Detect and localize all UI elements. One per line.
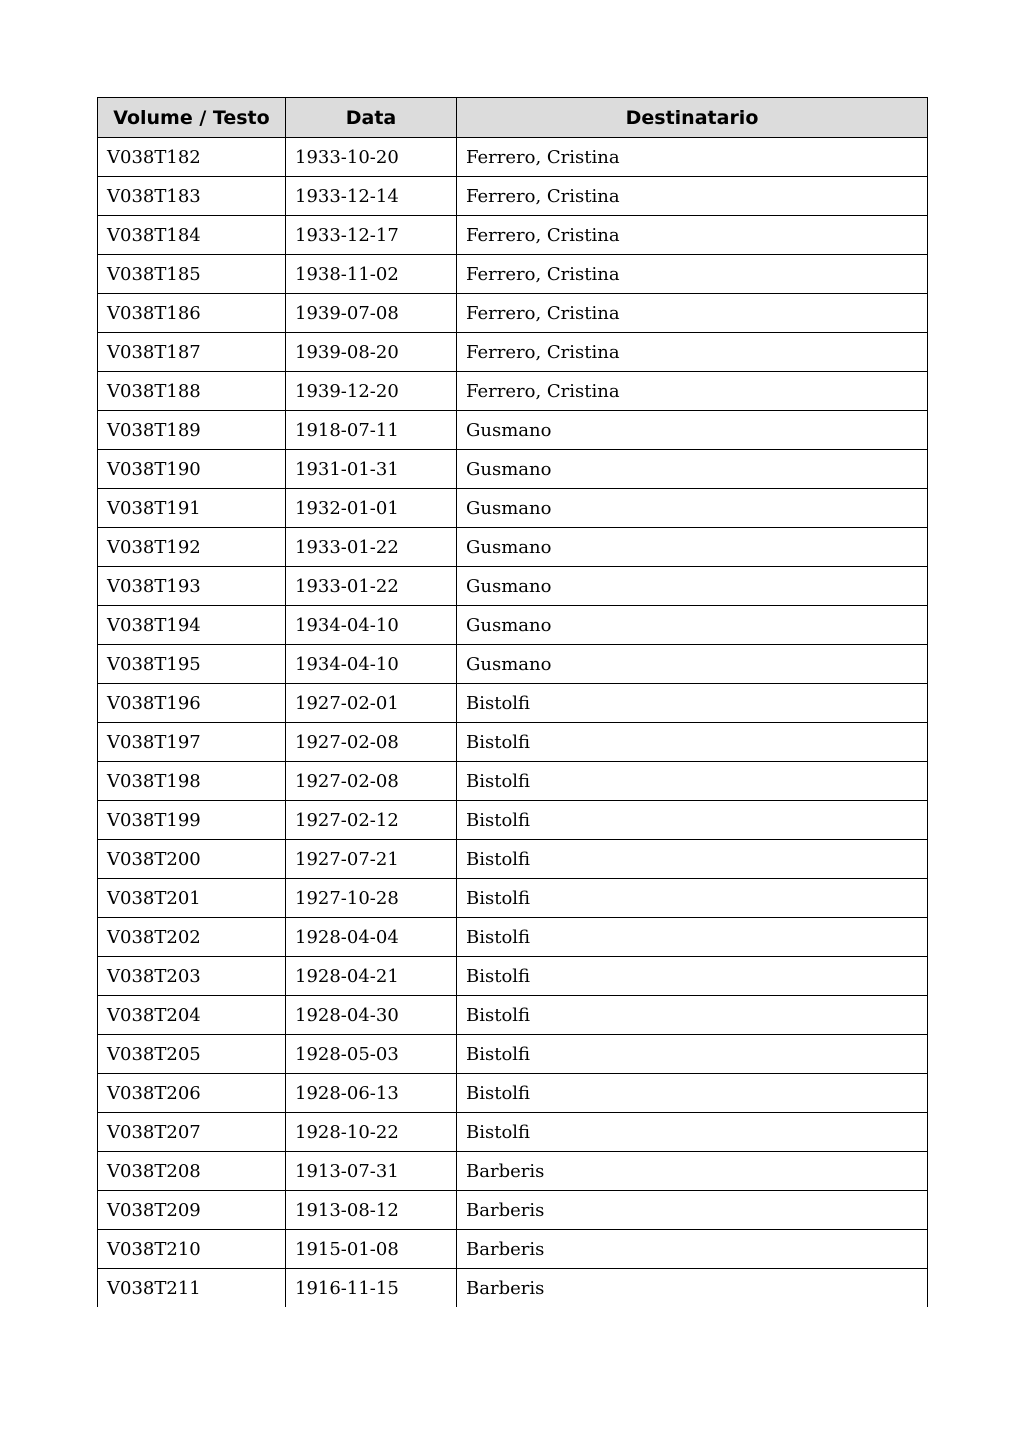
table-row [98,372,928,411]
cell-data: 1939-08-20 [286,333,457,372]
cell-destinatario: Bistolfi [457,684,928,723]
cell-volume-testo: V038T192 [98,528,286,567]
cell-destinatario: Bistolfi [457,1035,928,1074]
table-row [98,255,928,294]
table-row [98,645,928,684]
cell-destinatario: Bistolfi [457,801,928,840]
cell-volume-testo: V038T203 [98,957,286,996]
cell-data: 1928-04-04 [286,918,457,957]
cell-volume-testo: V038T194 [98,606,286,645]
table-row [98,762,928,801]
header-row [98,98,928,138]
table-row [98,723,928,762]
cell-volume-testo: V038T210 [98,1230,286,1269]
table-row [98,606,928,645]
cell-destinatario: Ferrero, Cristina [457,138,928,177]
cell-destinatario: Bistolfi [457,723,928,762]
cell-data: 1939-07-08 [286,294,457,333]
cell-volume-testo: V038T184 [98,216,286,255]
cell-data: 1927-02-01 [286,684,457,723]
cell-volume-testo: V038T191 [98,489,286,528]
table-row [98,879,928,918]
cell-data: 1938-11-02 [286,255,457,294]
cell-volume-testo: V038T204 [98,996,286,1035]
cell-volume-testo: V038T209 [98,1191,286,1230]
cell-destinatario: Gusmano [457,489,928,528]
table-row [98,177,928,216]
table-row [98,138,928,177]
table-row [98,567,928,606]
cell-data: 1927-10-28 [286,879,457,918]
cell-destinatario: Gusmano [457,645,928,684]
cell-volume-testo: V038T211 [98,1269,286,1308]
cell-data: 1928-06-13 [286,1074,457,1113]
cell-destinatario: Bistolfi [457,1113,928,1152]
cell-destinatario: Ferrero, Cristina [457,294,928,333]
cell-data: 1933-12-14 [286,177,457,216]
table-row [98,1269,928,1308]
cell-data: 1927-02-08 [286,762,457,801]
table-row [98,450,928,489]
cell-data: 1939-12-20 [286,372,457,411]
cell-destinatario: Ferrero, Cristina [457,372,928,411]
cell-destinatario: Barberis [457,1230,928,1269]
cell-destinatario: Ferrero, Cristina [457,216,928,255]
cell-destinatario: Gusmano [457,411,928,450]
cell-data: 1928-10-22 [286,1113,457,1152]
cell-volume-testo: V038T182 [98,138,286,177]
cell-volume-testo: V038T206 [98,1074,286,1113]
table-row [98,840,928,879]
cell-data: 1933-12-17 [286,216,457,255]
table-row [98,957,928,996]
table-row [98,801,928,840]
cell-data: 1934-04-10 [286,606,457,645]
table-row [98,411,928,450]
cell-data: 1933-10-20 [286,138,457,177]
cell-data: 1915-01-08 [286,1230,457,1269]
table-row [98,1152,928,1191]
table-row [98,684,928,723]
cell-volume-testo: V038T193 [98,567,286,606]
cell-destinatario: Bistolfi [457,918,928,957]
cell-volume-testo: V038T189 [98,411,286,450]
table-row [98,1230,928,1269]
column-header-destinatario: Destinatario [457,98,928,138]
table-row [98,1113,928,1152]
cell-destinatario: Barberis [457,1152,928,1191]
table-row [98,918,928,957]
table-row [98,1035,928,1074]
cell-destinatario: Gusmano [457,567,928,606]
table-header [98,98,928,138]
cell-volume-testo: V038T186 [98,294,286,333]
table-row [98,333,928,372]
cell-volume-testo: V038T187 [98,333,286,372]
table-body [98,138,928,1308]
cell-data: 1913-07-31 [286,1152,457,1191]
cell-destinatario: Bistolfi [457,996,928,1035]
cell-volume-testo: V038T190 [98,450,286,489]
cell-destinatario: Gusmano [457,528,928,567]
cell-volume-testo: V038T205 [98,1035,286,1074]
cell-data: 1932-01-01 [286,489,457,528]
cell-volume-testo: V038T199 [98,801,286,840]
cell-volume-testo: V038T196 [98,684,286,723]
cell-volume-testo: V038T198 [98,762,286,801]
table-row [98,1074,928,1113]
cell-volume-testo: V038T208 [98,1152,286,1191]
cell-destinatario: Ferrero, Cristina [457,177,928,216]
cell-volume-testo: V038T183 [98,177,286,216]
cell-volume-testo: V038T201 [98,879,286,918]
cell-destinatario: Bistolfi [457,957,928,996]
cell-data: 1933-01-22 [286,528,457,567]
cell-destinatario: Ferrero, Cristina [457,255,928,294]
table-row [98,1191,928,1230]
table-row [98,294,928,333]
cell-destinatario: Gusmano [457,450,928,489]
table-row [98,528,928,567]
cell-data: 1927-07-21 [286,840,457,879]
cell-data: 1934-04-10 [286,645,457,684]
column-header-data: Data [286,98,457,138]
column-header-volume-testo: Volume / Testo [98,98,286,138]
cell-data: 1927-02-12 [286,801,457,840]
cell-destinatario: Bistolfi [457,879,928,918]
cell-volume-testo: V038T188 [98,372,286,411]
cell-destinatario: Bistolfi [457,762,928,801]
cell-volume-testo: V038T185 [98,255,286,294]
cell-destinatario: Gusmano [457,606,928,645]
cell-volume-testo: V038T197 [98,723,286,762]
cell-volume-testo: V038T202 [98,918,286,957]
cell-data: 1933-01-22 [286,567,457,606]
cell-volume-testo: V038T207 [98,1113,286,1152]
table-row [98,489,928,528]
table-row [98,996,928,1035]
cell-data: 1916-11-15 [286,1269,457,1308]
table-row [98,216,928,255]
cell-data: 1927-02-08 [286,723,457,762]
cell-destinatario: Barberis [457,1191,928,1230]
records-table [97,97,928,1307]
cell-volume-testo: V038T195 [98,645,286,684]
cell-destinatario: Bistolfi [457,1074,928,1113]
cell-data: 1913-08-12 [286,1191,457,1230]
cell-volume-testo: V038T200 [98,840,286,879]
cell-destinatario: Ferrero, Cristina [457,333,928,372]
cell-data: 1931-01-31 [286,450,457,489]
cell-data: 1928-04-30 [286,996,457,1035]
cell-destinatario: Bistolfi [457,840,928,879]
cell-data: 1928-05-03 [286,1035,457,1074]
cell-data: 1928-04-21 [286,957,457,996]
cell-destinatario: Barberis [457,1269,928,1308]
cell-data: 1918-07-11 [286,411,457,450]
